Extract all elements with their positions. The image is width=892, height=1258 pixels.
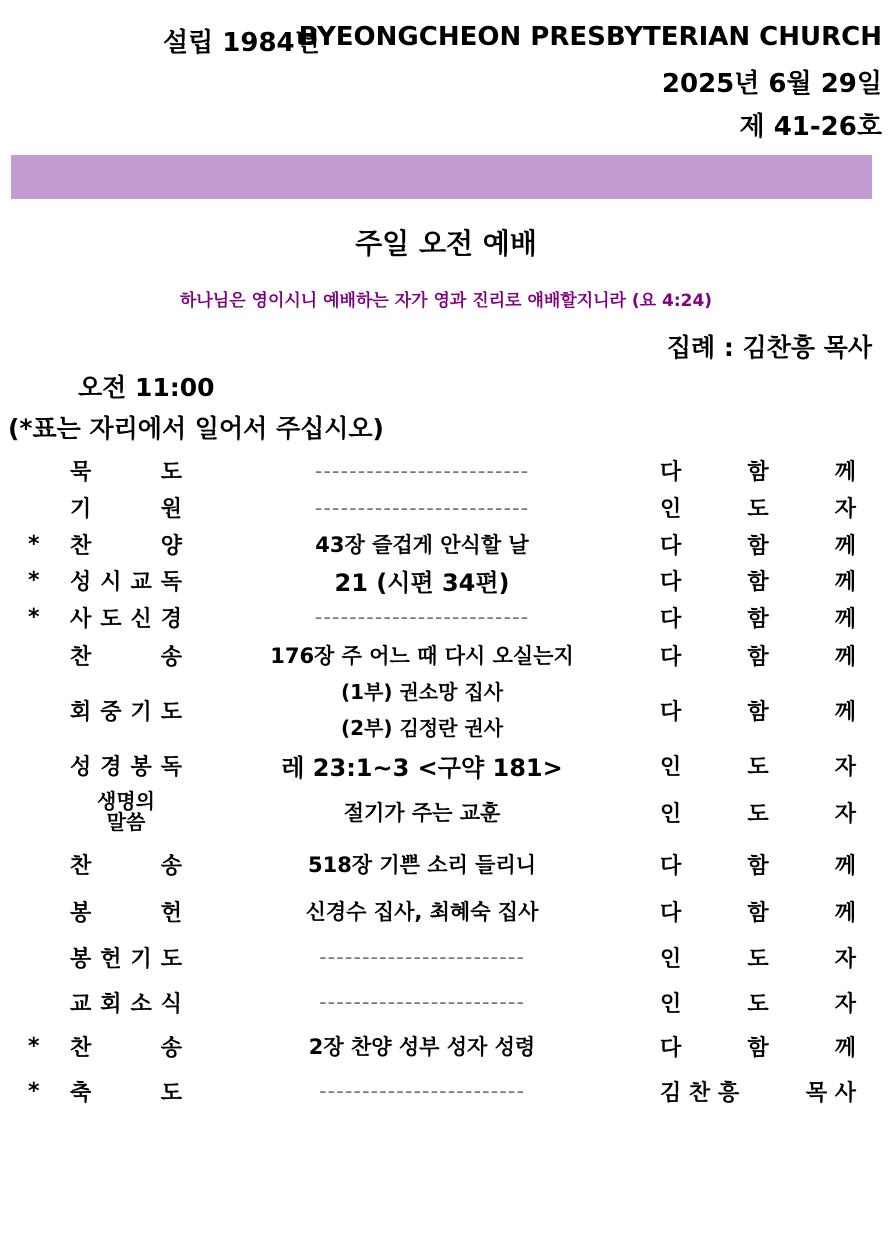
service-time: 오전 11:00 — [78, 373, 215, 402]
order-content — [232, 1068, 612, 1114]
order-item — [70, 1024, 182, 1068]
order-leader — [660, 888, 856, 934]
order-content-text: 2장 찬양 성부 성자 성령 — [308, 1035, 536, 1059]
order-item — [70, 452, 182, 489]
order-item-char: 독 — [160, 569, 182, 595]
established-year: 설립 1984년 — [163, 28, 320, 58]
order-row — [0, 784, 892, 840]
order-row — [0, 746, 892, 784]
order-item-char: 송 — [160, 853, 182, 879]
order-content — [232, 934, 612, 980]
order-leader-part: 도 — [747, 754, 769, 780]
order-item-char: 헌 — [160, 900, 182, 926]
order-content — [232, 888, 612, 934]
order-leader-part: 인 — [660, 497, 682, 522]
service-title: 주일 오전 예배 — [355, 227, 537, 260]
order-item-char: 시 — [100, 569, 122, 595]
order-item — [70, 526, 182, 562]
order-item-char: 신 — [130, 606, 152, 632]
order-content-text: 176장 주 어느 때 다시 오실는지 — [270, 644, 574, 668]
order-content — [232, 452, 612, 489]
order-content-line: (1부) 권소망 집사 — [340, 680, 504, 704]
order-item-char: 소 — [130, 991, 152, 1017]
order-row — [0, 562, 892, 598]
order-item-char: 기 — [130, 946, 152, 972]
order-content — [232, 526, 612, 562]
order-item-char: 교 — [130, 569, 152, 595]
order-item-char: 도 — [160, 1080, 182, 1106]
order-item — [70, 840, 182, 888]
order-item-char: 찬 — [70, 853, 92, 879]
order-item-char: 독 — [160, 754, 182, 780]
order-leader-part: 다 — [660, 644, 682, 670]
standing-marker — [28, 636, 44, 674]
order-item-char: 찬 — [70, 1035, 92, 1061]
order-item-char: 봉 — [70, 900, 92, 926]
order-item-char: 원 — [160, 497, 182, 522]
order-item-char: 찬 — [70, 644, 92, 670]
order-leader-part: 김 찬 흥 — [660, 1080, 740, 1106]
order-content-text: ------------------------- — [314, 495, 530, 520]
order-content-text: ------------------------ — [319, 990, 525, 1014]
order-leader — [660, 1068, 856, 1114]
order-leader-part: 함 — [747, 606, 769, 632]
standing-marker: * — [28, 604, 40, 630]
order-leader-part: 도 — [747, 991, 769, 1017]
order-row — [0, 674, 892, 746]
order-item-char: 찬 — [70, 533, 92, 559]
order-item-char: 식 — [160, 991, 182, 1017]
standing-marker: * — [28, 567, 40, 593]
order-content-text: 절기가 주는 교훈 — [343, 801, 501, 825]
order-item-char: 봉 — [70, 946, 92, 972]
order-leader-part: 도 — [747, 946, 769, 972]
order-item — [60, 784, 192, 840]
bulletin-date: 2025년 6월 29일 — [661, 69, 882, 99]
order-item-char: 성 — [70, 754, 92, 780]
standing-marker — [28, 980, 44, 1024]
order-content-text: 21 (시편 34편) — [334, 568, 510, 597]
standing-marker — [28, 888, 44, 934]
order-leader — [660, 934, 856, 980]
order-leader-part: 자 — [834, 754, 856, 780]
order-leader-part: 께 — [834, 460, 856, 485]
order-leader-part: 자 — [834, 946, 856, 972]
order-item-char: 경 — [100, 754, 122, 780]
order-item-char: 송 — [160, 644, 182, 670]
order-content — [232, 1024, 612, 1068]
standing-marker — [28, 934, 44, 980]
order-content-text: ------------------------ — [319, 1079, 525, 1103]
standing-marker: * — [28, 1078, 40, 1104]
order-item-char: 성 — [70, 569, 92, 595]
standing-marker: * — [28, 1033, 40, 1059]
order-item-char: 도 — [160, 699, 182, 725]
order-leader-part: 께 — [834, 533, 856, 559]
order-row — [0, 489, 892, 526]
order-leader — [660, 598, 856, 636]
order-content-text: ------------------------- — [314, 458, 530, 483]
order-leader-part: 함 — [747, 569, 769, 595]
order-leader — [660, 840, 856, 888]
order-item-char: 양 — [160, 533, 182, 559]
order-item-char: 도 — [160, 946, 182, 972]
order-item — [70, 489, 182, 526]
order-leader-part: 께 — [834, 699, 856, 725]
order-leader-part: 다 — [660, 606, 682, 632]
order-leader-part: 다 — [660, 900, 682, 926]
order-row — [0, 598, 892, 636]
order-leader-part: 께 — [834, 853, 856, 879]
order-item-line: 말씀 — [106, 810, 146, 834]
order-leader-part: 다 — [660, 533, 682, 559]
decorative-banner — [11, 155, 872, 199]
order-leader-part: 목 사 — [805, 1080, 856, 1106]
order-leader-part: 자 — [834, 991, 856, 1017]
order-leader — [660, 636, 856, 674]
order-leader-part: 다 — [660, 699, 682, 725]
order-content — [232, 674, 612, 746]
order-content-text: ------------------------ — [319, 945, 525, 969]
order-content-text: 43장 즐겁게 안식할 날 — [315, 533, 529, 557]
order-item-char: 봉 — [130, 754, 152, 780]
order-item-char: 회 — [70, 699, 92, 725]
order-item — [70, 980, 182, 1024]
order-row — [0, 1068, 892, 1114]
order-item-char: 헌 — [100, 946, 122, 972]
order-content-text: 신경수 집사, 최혜숙 집사 — [305, 900, 539, 924]
officiant: 집례 : 김찬흥 목사 — [666, 333, 872, 362]
order-leader-part: 도 — [747, 497, 769, 522]
order-leader-part: 께 — [834, 1035, 856, 1061]
order-leader-part: 다 — [660, 569, 682, 595]
order-content — [232, 746, 612, 784]
order-content — [232, 784, 612, 840]
standing-marker — [28, 674, 44, 746]
order-leader-part: 께 — [834, 569, 856, 595]
order-leader-part: 자 — [834, 801, 856, 827]
order-leader-part: 께 — [834, 606, 856, 632]
order-leader-part: 께 — [834, 900, 856, 926]
church-name: BYEONGCHEON PRESBYTERIAN CHURCH — [298, 22, 882, 52]
order-leader-part: 다 — [660, 460, 682, 485]
order-leader — [660, 784, 856, 840]
order-item — [70, 1068, 182, 1114]
order-item — [70, 636, 182, 674]
order-content-text: ------------------------- — [314, 605, 530, 629]
order-leader-part: 도 — [747, 801, 769, 827]
order-content — [232, 598, 612, 636]
order-leader — [660, 1024, 856, 1068]
order-item-char: 교 — [70, 991, 92, 1017]
order-leader — [660, 526, 856, 562]
order-row — [0, 840, 892, 888]
standing-marker — [28, 784, 44, 840]
standing-marker — [28, 840, 44, 888]
order-leader-part: 함 — [747, 533, 769, 559]
order-item — [70, 934, 182, 980]
order-content-text: 레 23:1~3 <구약 181> — [281, 753, 563, 782]
order-row — [0, 636, 892, 674]
order-content-line: (2부) 김정란 권사 — [340, 716, 504, 740]
order-item-char: 경 — [160, 606, 182, 632]
order-leader-part: 께 — [834, 644, 856, 670]
order-leader-part: 자 — [834, 497, 856, 522]
order-leader-part: 함 — [747, 644, 769, 670]
order-leader-part: 인 — [660, 801, 682, 827]
order-content — [232, 489, 612, 526]
order-leader-part: 함 — [747, 900, 769, 926]
standing-marker — [28, 452, 44, 489]
order-row — [0, 934, 892, 980]
order-item-char: 도 — [100, 606, 122, 632]
order-item — [70, 888, 182, 934]
order-row — [0, 1024, 892, 1068]
order-content — [232, 840, 612, 888]
standing-marker — [28, 746, 44, 784]
order-item-char: 회 — [100, 991, 122, 1017]
order-leader-part: 인 — [660, 754, 682, 780]
order-item-line: 생명의 — [97, 789, 155, 813]
order-item-char: 묵 — [70, 460, 92, 485]
order-content-text: 518장 기쁜 소리 들리니 — [307, 853, 537, 877]
order-leader-part: 다 — [660, 853, 682, 879]
order-row — [0, 526, 892, 562]
standing-marker — [28, 489, 44, 526]
order-row — [0, 888, 892, 934]
order-item — [70, 598, 182, 636]
order-item-char: 기 — [130, 699, 152, 725]
order-item-char: 송 — [160, 1035, 182, 1061]
order-item-char: 축 — [70, 1080, 92, 1106]
order-leader — [660, 674, 856, 746]
order-row — [0, 980, 892, 1024]
order-leader — [660, 562, 856, 598]
order-leader-part: 함 — [747, 699, 769, 725]
order-item-char: 중 — [100, 699, 122, 725]
order-leader-part: 함 — [747, 1035, 769, 1061]
order-leader — [660, 980, 856, 1024]
standing-marker: * — [28, 531, 40, 557]
order-item-char: 도 — [160, 460, 182, 485]
order-item — [70, 746, 182, 784]
order-leader-part: 함 — [747, 853, 769, 879]
order-content — [232, 636, 612, 674]
order-leader — [660, 489, 856, 526]
order-leader — [660, 746, 856, 784]
order-item — [70, 562, 182, 598]
order-item-char: 사 — [70, 606, 92, 632]
order-leader — [660, 452, 856, 489]
order-item — [70, 674, 182, 746]
order-leader-part: 인 — [660, 991, 682, 1017]
order-leader-part: 함 — [747, 460, 769, 485]
order-row — [0, 452, 892, 489]
issue-number: 제 41-26호 — [739, 112, 882, 142]
standing-note: (*표는 자리에서 일어서 주십시오) — [8, 414, 384, 443]
order-content — [232, 980, 612, 1024]
order-leader-part: 다 — [660, 1035, 682, 1061]
order-leader-part: 인 — [660, 946, 682, 972]
order-content — [232, 562, 612, 598]
scripture-verse: 하나님은 영이시니 예배하는 자가 영과 진리로 얘배할지니라 (요 4:24) — [179, 291, 713, 311]
order-item-char: 기 — [70, 497, 92, 522]
